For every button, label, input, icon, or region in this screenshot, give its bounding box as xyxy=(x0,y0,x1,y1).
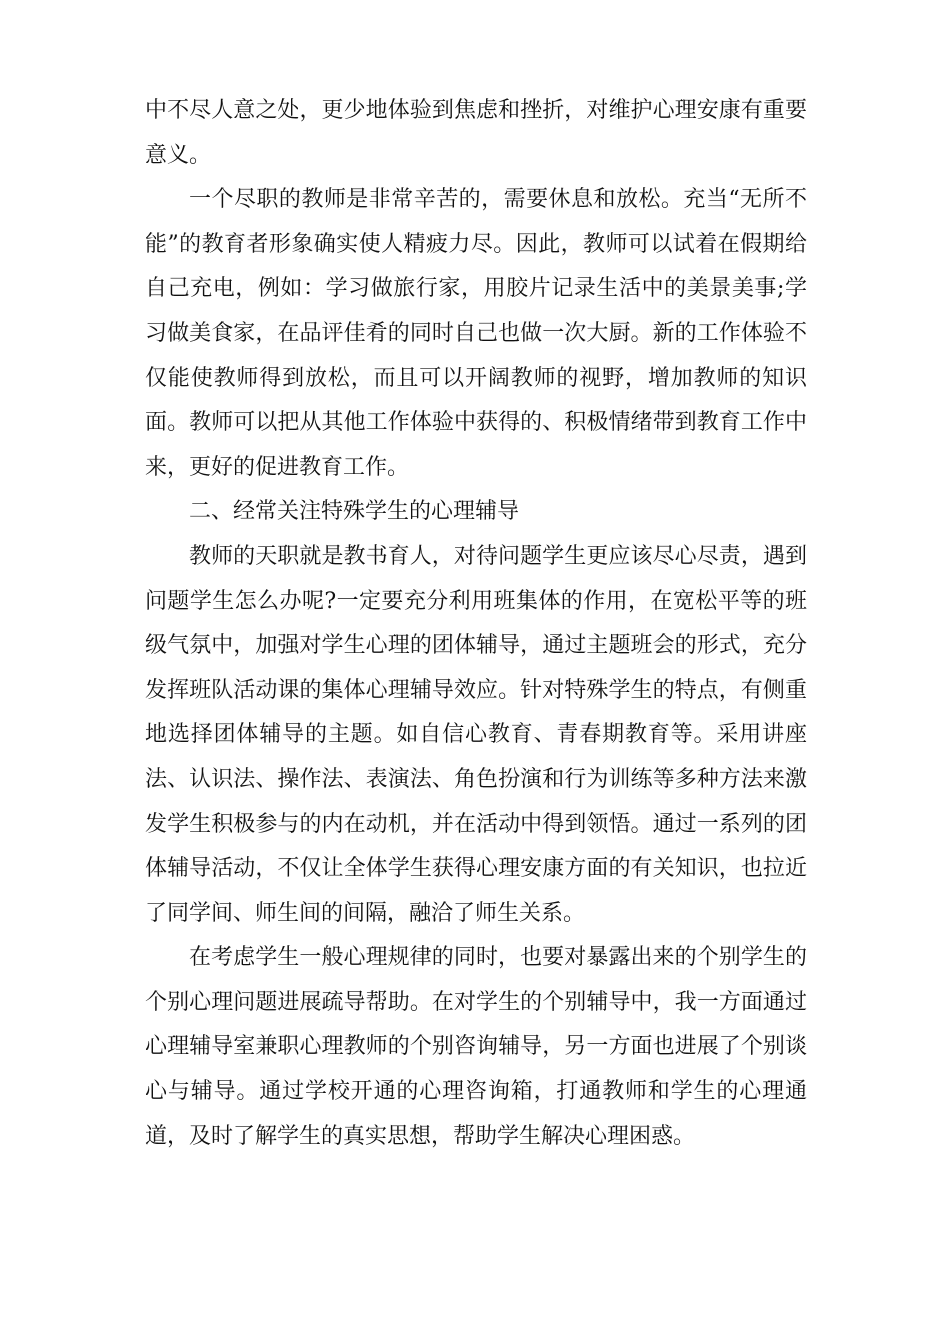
paragraph-individual-counseling: 在考虑学生一般心理规律的同时，也要对暴露出来的个别学生的个别心理问题进展疏导帮助。在对学生的个别辅导中，我一方面通过心理辅导室兼职心理教师的个别咨询辅导，另一方面也进展了个别谈心与辅导。通过学校开通的心理咨询箱，打通教师和学生的心理通道，及时了解学生的真实思想，帮助学生解决心理困惑。 xyxy=(145,945,807,1149)
document-body xyxy=(145,89,807,1159)
paragraph-teacher-rest: 一个尽职的教师是非常辛苦的，需要休息和放松。充当“无所不能”的教育者形象确实使人精疲力尽。因此，教师可以试着在假期给自己充电，例如：学习做旅行家，用胶片记录生活中的美景美事;学习做美食家，在品评佳肴的同时自己也做一次大厨。新的工作体验不仅能使教师得到放松，而且可以开阔教师的视野，增加教师的知识面。教师可以把从其他工作体验中获得的、积极情绪带到教育工作中来，更好的促进教育工作。 xyxy=(145,187,807,480)
paragraph-group-counseling: 教师的天职就是教书育人，对待问题学生更应该尽心尽责，遇到问题学生怎么办呢?一定要充分利用班集体的作用，在宽松平等的班级气氛中，加强对学生心理的团体辅导，通过主题班会的形式，充分发挥班队活动课的集体心理辅导效应。针对特殊学生的特点，有侧重地选择团体辅导的主题。如自信心教育、青春期教育等。采用讲座法、认识法、操作法、表演法、角色扮演和行为训练等多种方法来激发学生积极参与的内在动机，并在活动中得到领悟。通过一系列的团体辅导活动，不仅让全体学生获得心理安康方面的有关知识，也拉近了同学间、师生间的间隔，融洽了师生关系。 xyxy=(145,543,807,926)
paragraph-continuation: 中不尽人意之处，更少地体验到焦虑和挫折，对维护心理安康有重要意义。 xyxy=(145,98,807,168)
section-heading: 二、经常关注特殊学生的心理辅导 xyxy=(189,499,520,525)
